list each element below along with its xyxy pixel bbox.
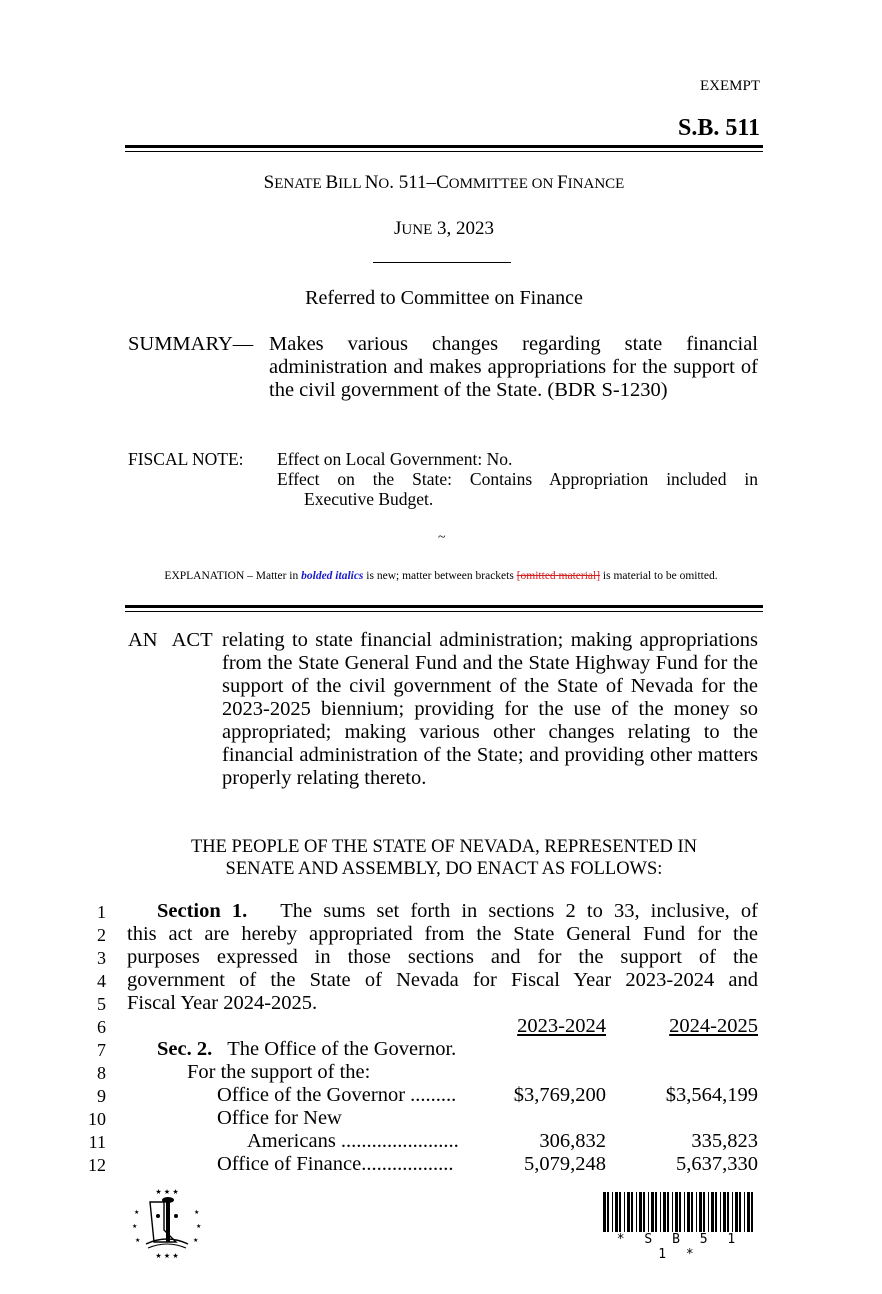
barcode-bar [723,1192,726,1232]
section2-support: For the support of the: [187,1061,371,1083]
bill-number: S.B. 511 [677,115,760,141]
explanation-prefix: EXPLANATION – Matter in [164,570,302,582]
line-number: 11 [88,1132,106,1152]
line-number: 7 [97,1040,106,1060]
title-part: F [557,172,568,193]
line-number: 5 [97,994,106,1014]
act-text: relating to state financial administration; making appropriations from the State General Fund and the State Highway Fund for the support of the civil government of the State of Nevada for the 2023-2025 biennium; providing for the use of the money so appropriated; making various other changes relating to the financial administration of the State; and providing other matters properly relating thereto. [222,629,758,789]
barcode-bar [727,1192,729,1232]
barcode-bar [679,1192,681,1232]
barcode-bar [687,1192,690,1232]
barcode-bar [612,1192,613,1232]
explanation-line [80,570,802,582]
barcode-bar [691,1192,693,1232]
item-value-2023: $3,769,200 [513,1084,606,1106]
section2-heading: Sec. 2. [157,1038,213,1060]
barcode-bar [744,1192,745,1232]
line-number: 4 [97,971,106,991]
barcode-bar [651,1192,654,1232]
barcode-bar [639,1192,642,1232]
section1-line1 [127,900,758,923]
barcode-bar [648,1192,649,1232]
line-number: 1 [97,902,106,922]
section1-line4: government of the State of Nevada for Fiscal Year 2023-2024 and [127,969,758,991]
svg-text:★: ★ [196,1223,202,1230]
fiscal-note-line3: Executive Budget. [304,489,434,509]
title-part: S [263,172,275,193]
svg-text:★ ★ ★: ★ ★ ★ [155,1252,179,1260]
explanation-rule-thin [125,611,763,612]
barcode-bar [672,1192,673,1232]
title-part: OMMITTEE ON [448,176,558,192]
title-part: ILL [338,176,365,192]
barcode-bar [735,1192,738,1232]
barcode-bar [703,1192,705,1232]
item-value-2023: 306,832 [539,1130,606,1152]
section1-line1-text: The sums set forth in sections 2 to 33, inclusive, of [280,900,758,922]
item-value-2024: 5,637,330 [676,1153,758,1175]
summary-text: Makes various changes regarding state financial administration and makes appropriations for the support of the civil government of the State. (BDR S-1230) [269,333,758,401]
item-leader-dots: ......... [405,1084,457,1106]
barcode-bar [607,1192,609,1232]
barcode-text: * S B 5 1 1 * [616,1232,742,1262]
item-leader-dots: .................. [361,1153,454,1175]
line-number: 9 [97,1086,106,1106]
explanation-omitted: [omitted material] [516,570,601,582]
line-number: 12 [88,1155,106,1175]
barcode-bar [624,1192,625,1232]
svg-text:★: ★ [132,1223,138,1230]
column-header-2023-2024: 2023-2024 [517,1015,606,1037]
date-cap: J [394,218,402,239]
barcode-bar [696,1192,697,1232]
explanation-rule-thick [125,605,763,608]
svg-text:★: ★ [134,1209,140,1216]
title-part: INANCE [567,176,625,192]
fiscal-note-line2: Effect on the State: Contains Appropriation included in [277,469,758,489]
barcode-bar [715,1192,717,1232]
date-rest: 3, 2023 [432,218,494,239]
item-leader-dots: ....................... [335,1130,459,1152]
item-label-text: Office of Finance [217,1153,362,1175]
barcode-bar [660,1192,661,1232]
item-value-2023: 5,079,248 [524,1153,606,1175]
tilde-mark: ~ [438,530,446,545]
act-label: AN ACT [128,629,213,651]
column-header-2024-2025: 2024-2025 [669,1015,758,1037]
barcode-bar [699,1192,702,1232]
barcode-bar [627,1192,630,1232]
title-part: B [325,172,339,193]
section2-title: The Office of the Governor. [227,1038,457,1060]
svg-text:★: ★ [194,1209,200,1216]
barcode-bar [732,1192,733,1232]
barcode-bar [615,1192,618,1232]
svg-text:★: ★ [193,1237,199,1244]
exempt-label: EXEMPT [700,78,760,94]
section1-line2: this act are hereby appropriated from the State General Fund for the [127,923,758,945]
enacting-clause [125,836,763,880]
enacting-line2: SENATE AND ASSEMBLY, DO ENACT AS FOLLOWS: [225,859,663,879]
barcode-bar [667,1192,669,1232]
header-rule-thick [125,145,763,148]
header-rule-thin [125,151,763,152]
explanation-middle: is new; matter between brackets [363,570,517,582]
title-part: N [364,172,379,193]
fiscal-note-block [128,449,758,509]
line-number: 2 [97,925,106,945]
barcode-bar [619,1192,621,1232]
barcode-bar [603,1192,606,1232]
section1-line5: Fiscal Year 2024-2025. [127,992,318,1014]
barcode-bar [675,1192,678,1232]
barcode-bar [631,1192,633,1232]
section1-line3: purposes expressed in those sections and for the support of the [127,946,758,968]
item-label [217,1107,848,1130]
svg-text:★: ★ [135,1237,141,1244]
title-part: C [436,172,449,193]
state-seal-icon [130,1186,204,1260]
explanation-bolded: bolded italics [301,570,364,582]
barcode-bar [643,1192,645,1232]
barcode-bar [684,1192,685,1232]
barcode-bar [636,1192,637,1232]
line-number: 6 [97,1017,106,1037]
barcode-bar [747,1192,750,1232]
enacting-line1: THE PEOPLE OF THE STATE OF NEVADA, REPRESENTED IN [190,837,698,857]
title-part: . 511– [389,172,437,193]
item-value-2024: $3,564,199 [665,1084,758,1106]
barcode-bar [708,1192,709,1232]
bill-title [125,172,763,194]
barcode-bar [751,1192,753,1232]
section2-title-line [157,1038,788,1061]
title-part: ENATE [274,176,326,192]
referred-line: Referred to Committee on Finance [305,287,583,309]
fiscal-note-line1: Effect on Local Government: No. [277,449,513,469]
item-label-text: Office for New [217,1107,342,1129]
explanation-suffix: is material to be omitted. [600,570,718,582]
barcode-bar [711,1192,714,1232]
title-divider [373,262,511,263]
summary-block [128,333,758,402]
date-small: UNE [401,222,433,238]
bill-date [125,218,763,240]
bill-title-text [264,172,625,193]
summary-label: SUMMARY— [128,333,254,355]
section1-heading: Section 1. [157,900,248,922]
barcode-bar [739,1192,741,1232]
item-label-text: Americans [247,1130,336,1152]
barcode-bar [720,1192,721,1232]
svg-text:★ ★ ★: ★ ★ ★ [155,1188,179,1196]
line-number: 10 [88,1109,106,1129]
title-part: O [378,176,390,192]
line-number: 3 [97,948,106,968]
barcode-icon [603,1192,755,1232]
fiscal-note-label: FISCAL NOTE: [128,449,244,469]
item-value-2024: 335,823 [691,1130,758,1152]
barcode-bar [655,1192,657,1232]
act-block [128,629,758,790]
line-number: 8 [97,1063,106,1083]
barcode-bar [663,1192,666,1232]
item-label-text: Office of the Governor [217,1084,406,1106]
